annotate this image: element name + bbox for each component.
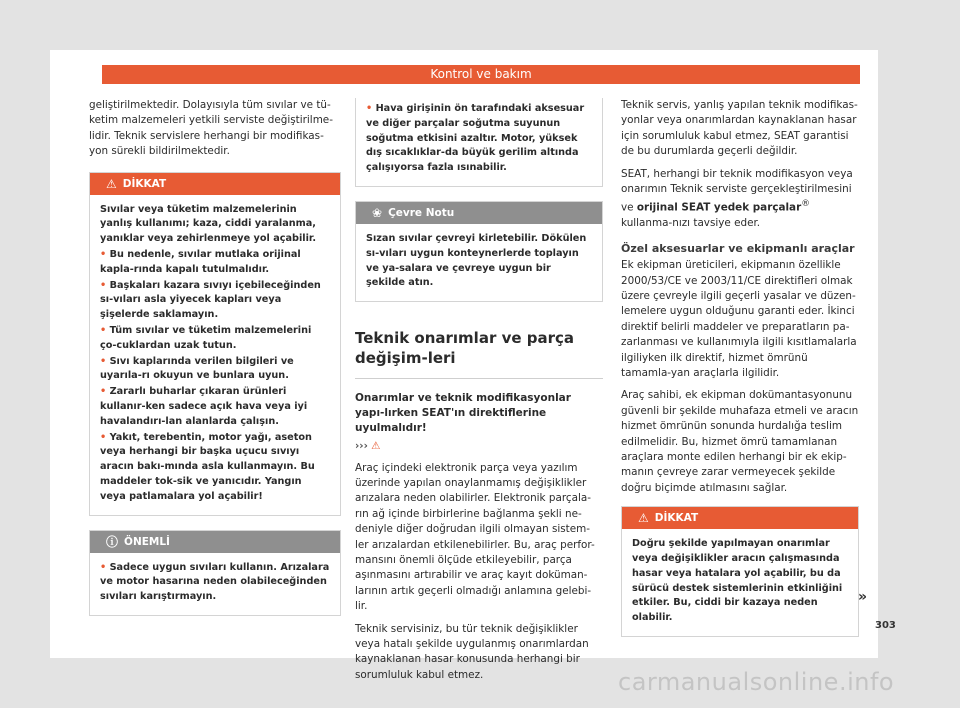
warning-box [621, 506, 859, 637]
warning-header [90, 173, 340, 195]
notice-header [90, 531, 340, 553]
bullet-icon: • [100, 325, 110, 336]
subheading: Onarımlar ve teknik modifikasyonlar yapı-lırken SEAT'ın direktiflerine uyulmalıdır! [355, 392, 571, 435]
middle-column [355, 98, 603, 690]
warning-text: Doğru şekilde yapılmayan onarımlar veya değişiklikler aracın çalışmasında hasar veya hatalara yol açabilir, bu da sürücü destek sistemlerinin etkinliğini etkiler. Bu, ciddi bir kazaya neden olabilir. [632, 538, 843, 624]
environment-header [356, 202, 602, 224]
emphasis: orijinal SEAT yedek parçalar [636, 201, 802, 214]
environment-body [356, 224, 602, 301]
paragraph: Teknik servis, yanlış yapılan teknik modifikas-yonlar veya onarımlardan kaynaklanan hasar için sorumluluk kabul etmez, SEAT garantisi de bu durumlarda geçerli değildir. [621, 99, 858, 158]
bullet-icon: • [366, 103, 376, 114]
left-column [89, 98, 341, 616]
paragraph: Ek ekipman üreticileri, ekipmanın özellikle 2000/53/CE ve 2003/11/CE direktifleri olmak üzere çevreyle ilgili geçerli yasalar ve düzen-lemelere uygun olduğunu garanti eder. İkinci direktif belirli maddeler ve preparatların pa-zarlanması ve kullanımıyla ilgili kısıtlamalarla ilgiliyken ilk direktif, hizmet ömrünü tamamla-yan araçlarla ilgilidir. [621, 259, 857, 379]
warning-body [90, 195, 340, 515]
page-number: 303 [875, 620, 896, 631]
warning-lead: Sıvılar veya tüketim malzemelerinin yanlış kullanımı; kaza, ciddi yaralanma, yanıklar veya zehirlenmeye yol açabilir. [100, 203, 316, 245]
notice-body [90, 553, 340, 615]
continued-body [356, 98, 602, 186]
bullet-icon: • [100, 355, 110, 367]
environment-text: Sızan sıvılar çevreyi kirletebilir. Dökülen sı-vıları uygun konteynerlerde toplayın ve ya-salara ve çevreye uygun bir şekilde atın. [366, 232, 587, 289]
section-heading: Teknik onarımlar ve parça değişim-leri [355, 328, 603, 379]
warning-title: DİKKAT [654, 512, 699, 525]
warning-title: DİKKAT [122, 177, 167, 190]
notice-box [89, 530, 341, 616]
bullet-icon: • [100, 431, 110, 443]
intro-paragraph: geliştirilmektedir. Dolayısıyla tüm sıvılar ve tü-ketim malzemeleri yetkili serviste değiştirilme-lidir. Teknik servislere herhangi bir modifikas-yon sürekli bildirilmektedir. [89, 99, 333, 158]
warning-header [622, 507, 858, 529]
continue-arrow-icon: » [858, 589, 868, 605]
warning-box [89, 172, 341, 516]
warning-bullet: • Zararlı buharlar çıkaran ürünleri kullanır-ken sadece açık hava veya iyi havalandırı-lan alanlarda çalışın. [100, 386, 308, 427]
leaf-icon: ❀ [372, 205, 383, 220]
continued-box [355, 98, 603, 187]
warning-triangle-icon: ⚠ [638, 511, 649, 526]
paragraph: Araç içindeki elektronik parça veya yazılım üzerinde yapılan onaylanmamış değişiklikler arızalara neden olabilirler. Elektronik parçala-rın ağ içinde birbirlerine bağlanma şekli ne-deniyle diğer doğrudan ilgili olmayan sistem-ler arızalardan etkilenebilirler. Bu, araç perfor-mansını önemli ölçüde etkileyebilir, parça aşınmasını artırabilir ve araç kayıt doküman-larının artık geçerli olmadığı anlamına gelebi-lir. [355, 461, 595, 613]
environment-box [355, 201, 603, 302]
notice-title: ÖNEMLİ [124, 535, 170, 548]
notice-bullet: • Sadece uygun sıvıları kullanın. Arızalara ve motor hasarına neden olabileceğinden sıvıları karıştırmayın. [100, 561, 330, 603]
watermark: carmanualsonline.info [618, 668, 895, 696]
info-circle-icon: ⓘ [106, 534, 119, 549]
bullet-icon: • [100, 279, 110, 291]
warning-triangle-icon: ⚠ [106, 176, 117, 191]
warning-bullet: • Başkaları kazara sıvıyı içebileceğinden sı-vıları asla yiyecek kapları veya şişelerde saklamayın. [100, 279, 321, 321]
paragraph: SEAT, herhangi bir teknik modifikasyon veya onarımın Teknik serviste gerçekleştirilmesini ve orijinal SEAT yedek parçalar® kullanma-nızı tavsiye eder. [621, 167, 853, 230]
right-column [621, 98, 859, 637]
continued-bullet: • Hava girişinin ön tarafındaki aksesuar ve diğer parçalar soğutma suyunun soğutma etkisini azaltır. Motor, yüksek dış sıcaklıklar-da büyük gerilim altında çalışıyorsa fazla ısınabilir. [366, 103, 585, 174]
bullet-icon: • [100, 249, 110, 261]
section-title: Özel aksesuarlar ve ekipmanlı araçlar [621, 241, 855, 255]
paragraph: Teknik servisiniz, bu tür teknik değişiklikler veya hatalı şekilde uygulanmış onarımlardan kaynaklanan hasar konusunda herhangi bir sorumluluk kabul etmez. [355, 622, 589, 681]
warning-triangle-icon: ⚠ [371, 440, 381, 453]
warning-bullet: • Yakıt, terebentin, motor yağı, aseton veya herhangi bir başka uçucu sıvıyı aracın bakı-mında asla kullanmayın. Bu maddeler tok-sik ve yanıcıdır. Yangın veya patlamalara yol açabilir! [100, 431, 315, 502]
bullet-icon: • [100, 386, 110, 398]
warning-bullet: • Sıvı kaplarında verilen bilgileri ve uyarıla-rı okuyun ve bunlara uyun. [100, 355, 294, 382]
bullet-icon: • [100, 561, 110, 573]
warning-bullet: • Bu nedenle, sıvılar mutlaka orijinal kapla-rında kapalı tutulmalıdır. [100, 249, 301, 275]
environment-title: Çevre Notu [388, 206, 455, 219]
cross-reference[interactable]: ››› ⚠ [355, 440, 381, 453]
registered-mark: ® [801, 199, 810, 210]
warning-bullet: • Tüm sıvılar ve tüketim malzemelerini ço-cuklardan uzak tutun. [100, 325, 312, 351]
warning-body [622, 529, 858, 636]
section-header: Kontrol ve bakım [102, 65, 860, 84]
paragraph: Araç sahibi, ek ekipman dokümantasyonunu güvenli bir şekilde muhafaza etmeli ve aracın hizmet ömrünün sonunda hurdalığa teslim edilmelidir. Bu, hizmet ömrü tamamlanan araçlara monte edilen herhangi bir ek ekip-manın çevreye zarar vermeyecek şekilde doğru biçimde atılmasını sağlar. [621, 389, 859, 494]
